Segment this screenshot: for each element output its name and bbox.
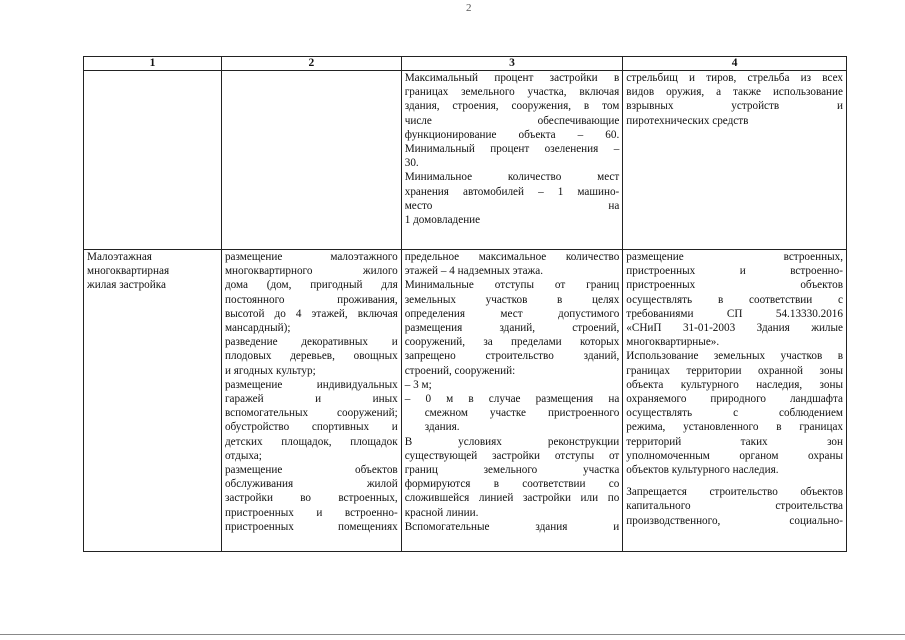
text-line: объекта культурного наследия, зоны — [626, 378, 843, 391]
text-line: высотой до 4 этажей, включая — [224, 307, 398, 320]
text-line: Малоэтажная — [87, 251, 152, 263]
text-line: территорий таких зон — [626, 435, 843, 448]
cell-zone-name — [84, 250, 222, 552]
text-line: числе обеспечивающие — [404, 114, 620, 127]
text-line: вспомогательных сооружений; — [224, 407, 398, 420]
text-line: место на — [404, 199, 620, 212]
text-line: формируются в соответствии со — [404, 478, 620, 491]
text-line: хранения автомобилей – 1 машино- — [404, 185, 620, 198]
text-line: режима, установленного в границах — [626, 421, 843, 434]
text-line: размещение встроенных, — [626, 251, 843, 263]
text-line: Использование земельных участков в — [626, 350, 843, 363]
text-line: застройки во встроенных, — [224, 492, 398, 505]
text-line: здания. — [424, 421, 460, 434]
text-line: гаражей и иных — [224, 393, 398, 406]
text-line: границ земельного участка — [404, 464, 620, 477]
zoning-regulations-table — [83, 56, 847, 552]
text-line: В условиях реконструкции — [404, 435, 620, 448]
text-line: осуществлять в соответствии с — [626, 293, 843, 306]
text-line: размещение индивидуальных — [224, 378, 398, 391]
text-line: Максимальный процент застройки в — [404, 72, 620, 84]
text-line — [626, 477, 843, 485]
text-line: пристроенных и встроенно- — [626, 265, 843, 278]
text-line: стрельбищ и тиров, стрельба из всех — [626, 72, 843, 84]
text-line: осуществлять с соблюдением — [626, 407, 843, 420]
text-line: многоквартирного жилого — [224, 265, 398, 278]
cell-permitted-uses — [221, 71, 401, 250]
text-line: этажей – 4 надземных этажа. — [404, 265, 544, 278]
text-line: размещение малоэтажного — [224, 251, 398, 263]
text-line: смежном участке пристроенного — [424, 407, 620, 420]
cell-permitted-uses — [221, 250, 401, 552]
text-line: определения мест допустимого — [404, 307, 620, 320]
text-line: обустройство спортивных и — [224, 421, 398, 434]
text-line: Минимальные отступы от границ — [404, 279, 620, 292]
text-line: границах территории охранной зоны — [626, 364, 843, 377]
text-line: отдыха; — [224, 449, 262, 462]
text-line: пристроенных объектов — [626, 279, 843, 292]
cell-restrictions — [623, 71, 847, 250]
text-line: сложившейся линией застройки или по — [404, 492, 620, 505]
text-line: требованиями СП 54.13330.2016 — [626, 307, 843, 320]
text-line: строений, сооружений: — [404, 364, 516, 377]
text-line: размещение объектов — [224, 464, 398, 477]
text-line: пристроенных помещениях — [224, 520, 398, 533]
text-line: границах земельного участка, включая — [404, 86, 620, 99]
column-header-4: 4 — [623, 57, 847, 71]
text-line: многоквартирные». — [626, 336, 720, 349]
text-line: уполномоченным органом охраны — [626, 449, 843, 462]
text-line: видов оружия, а также использование — [626, 86, 843, 99]
cell-parameters — [401, 250, 623, 552]
column-header-2: 2 — [221, 57, 401, 71]
text-line: Минимальное количество мест — [404, 171, 620, 184]
text-line: и ягодных культур; — [224, 364, 316, 377]
text-line: разведение декоративных и — [224, 336, 398, 349]
text-line: дома (дом, пригодный для — [224, 279, 398, 292]
table-row — [84, 250, 847, 552]
text-line: существующей застройки отступы от — [404, 449, 620, 462]
text-line: жилая застройка — [87, 279, 166, 292]
text-line: предельное максимальное количество — [404, 251, 620, 263]
text-line: постоянного проживания, — [224, 293, 398, 306]
text-line: пиротехнических средств — [626, 114, 749, 127]
cell-restrictions — [623, 250, 847, 552]
text-line: размещения зданий, строений, — [404, 322, 620, 335]
page-number: 2 — [466, 2, 472, 14]
text-line: – 0 м в случае размещения на — [404, 393, 620, 406]
cell-zone-name — [84, 71, 222, 250]
text-line: 30. — [404, 157, 419, 170]
text-line: Минимальный процент озеленения – — [404, 143, 620, 156]
text-line: земельных участков в целях — [404, 293, 620, 306]
column-header-1: 1 — [84, 57, 222, 71]
text-line: охраняемого природного ландшафта — [626, 393, 843, 406]
table-row — [84, 71, 847, 250]
text-line: здания, строения, сооружения, в том — [404, 100, 620, 113]
table-header-row — [84, 57, 847, 71]
text-line: сооружений, за пределами которых — [404, 336, 620, 349]
text-line: Запрещается строительство объектов — [626, 486, 843, 499]
text-line: плодовых деревьев, овощных — [224, 350, 398, 363]
text-line: взрывных устройств и — [626, 100, 843, 113]
text-line: функционирование объекта – 60. — [404, 128, 620, 141]
text-line: производственного, социально- — [626, 514, 843, 527]
text-line: – 3 м; — [404, 378, 432, 391]
text-line: многоквартирная — [87, 265, 170, 278]
cell-parameters — [401, 71, 623, 250]
text-line: 1 домовладение — [404, 214, 481, 227]
text-line: пристроенных и встроенно- — [224, 506, 398, 519]
text-line: капитального строительства — [626, 500, 843, 513]
column-header-3: 3 — [401, 57, 623, 71]
text-line: мансардный); — [224, 322, 291, 335]
text-line: детских площадок, площадок — [224, 435, 398, 448]
text-line: объектов культурного наследия. — [626, 464, 779, 477]
text-line: красной линии. — [404, 506, 479, 519]
text-line: запрещено строительство зданий, — [404, 350, 620, 363]
text-line: Вспомогательные здания и — [404, 520, 620, 533]
page-bottom-rule — [0, 634, 905, 635]
text-line: «СНиП 31-01-2003 Здания жилые — [626, 322, 843, 335]
text-line: обслуживания жилой — [224, 478, 398, 491]
